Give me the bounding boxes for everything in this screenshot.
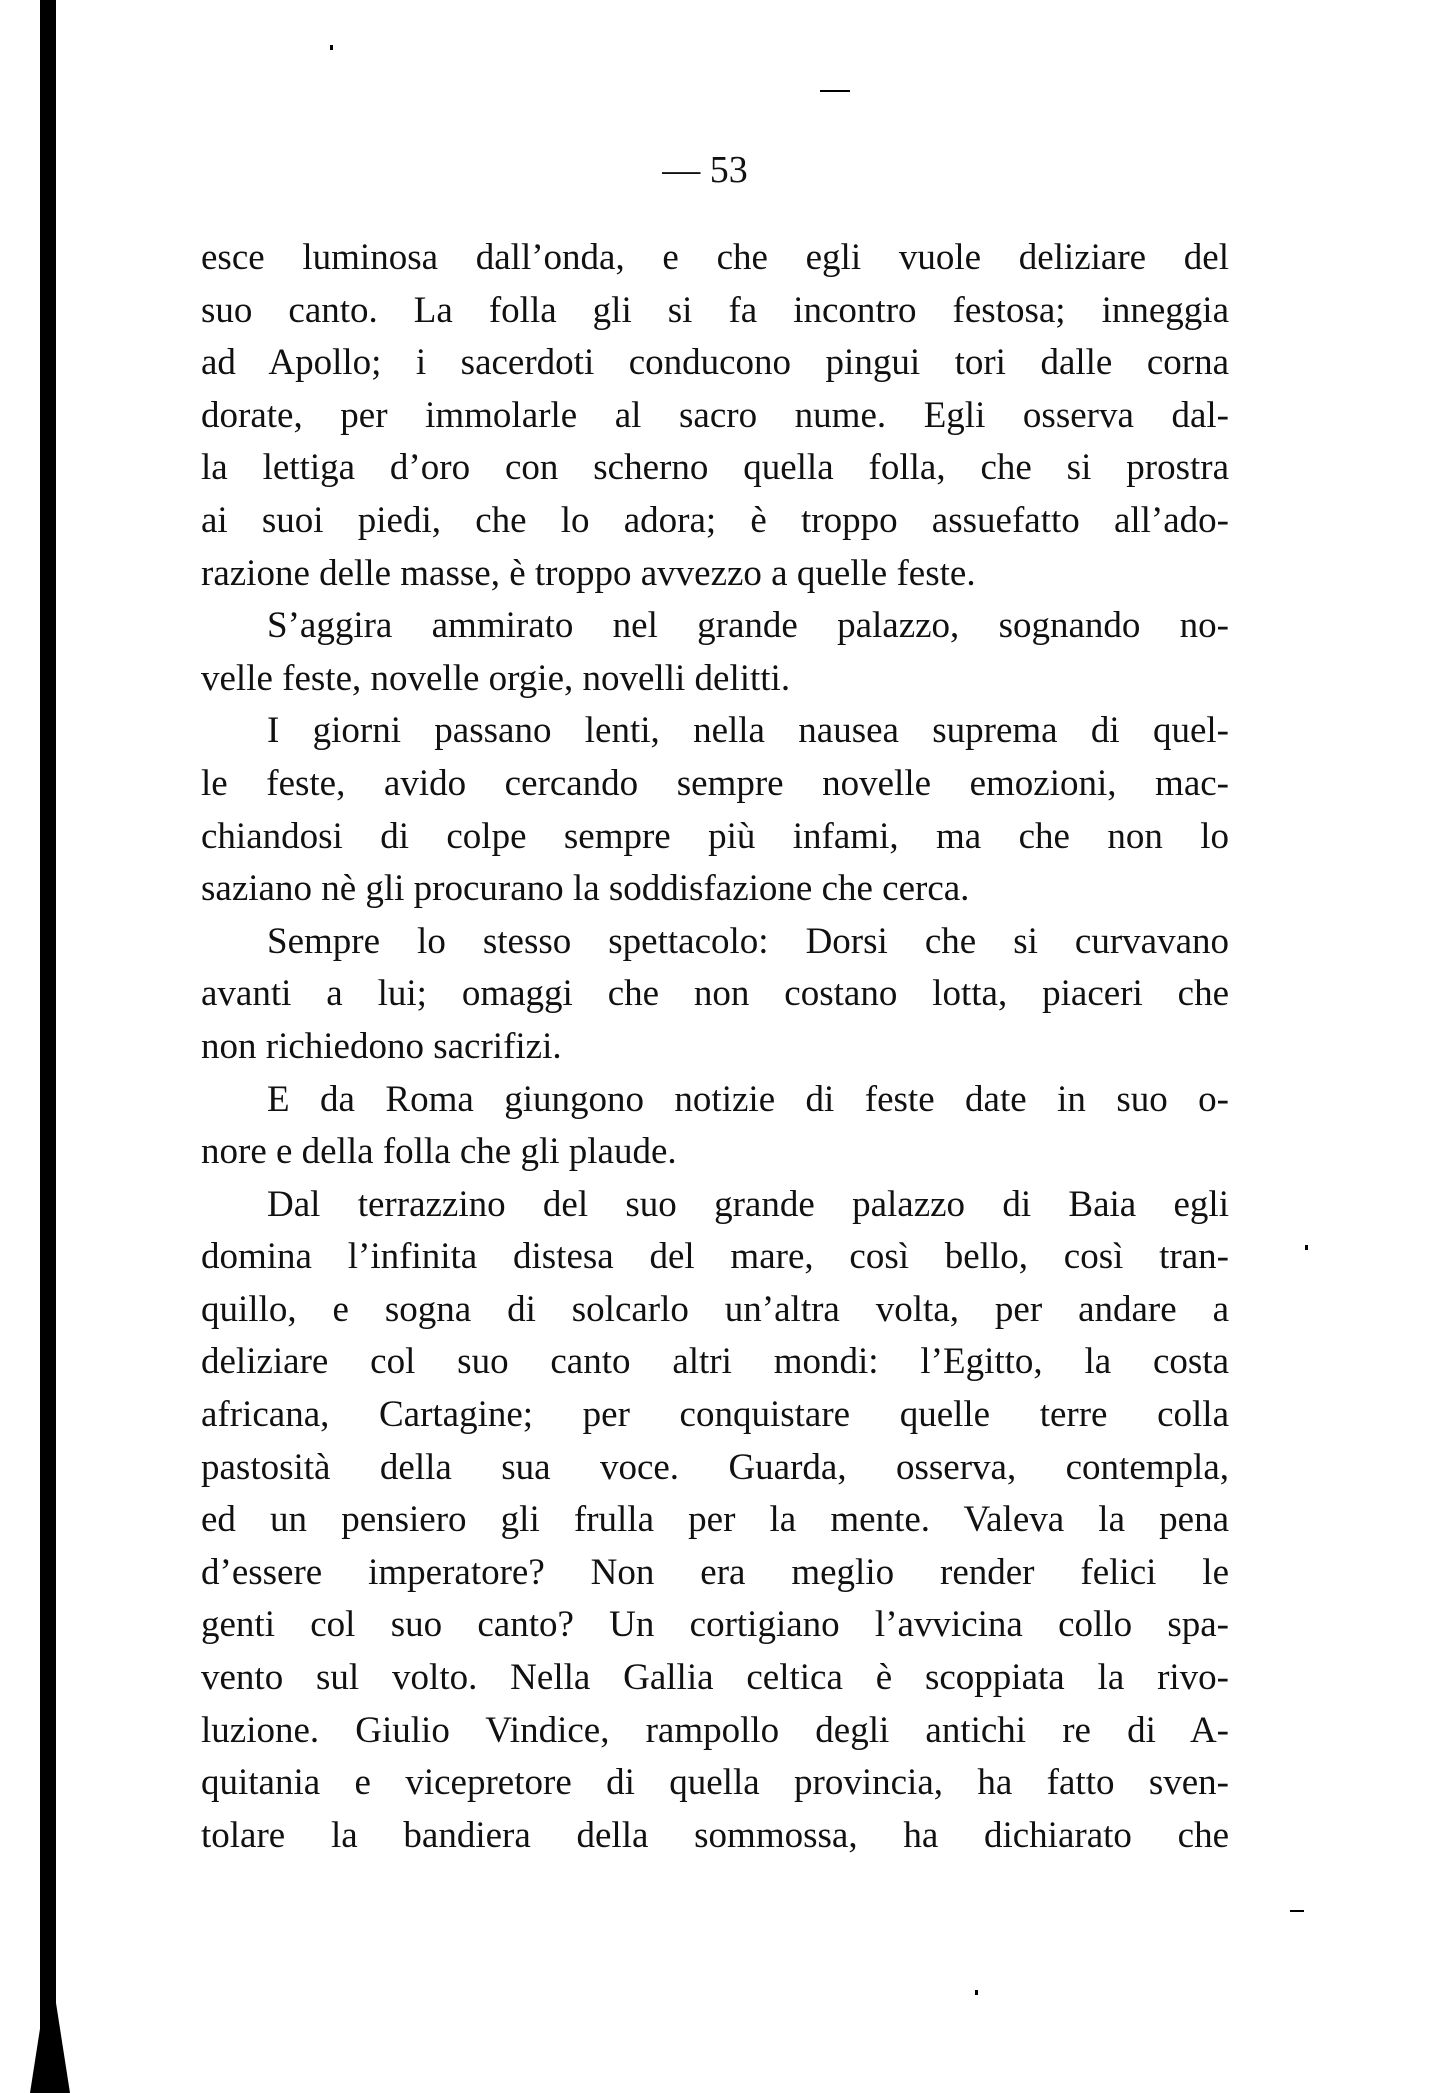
text-line: genti col suo canto? Un cortigiano l’avvicina collo spa- xyxy=(201,1604,1229,1646)
text-line: saziano nè gli procurano la soddisfazione che cerca. xyxy=(201,868,970,910)
text-line: la lettiga d’oro con scherno quella folla, che si prostra xyxy=(201,447,1229,489)
body-text xyxy=(201,232,1229,1862)
text-line: ai suoi piedi, che lo adora; è troppo assuefatto all’ado- xyxy=(201,499,1229,541)
text-line: africana, Cartagine; per conquistare quelle terre colla xyxy=(201,1394,1229,1436)
text-line: ed un pensiero gli frulla per la mente. Valeva la pena xyxy=(201,1499,1229,1541)
text-line: suo canto. La folla gli si fa incontro festosa; inneggia xyxy=(201,289,1229,331)
text-line: domina l’infinita distesa del mare, così bello, così tran- xyxy=(201,1236,1229,1278)
text-line: Sempre lo stesso spettacolo: Dorsi che si curvavano xyxy=(267,920,1229,962)
text-line: dorate, per immolarle al sacro nume. Egli osserva dal- xyxy=(201,394,1229,436)
text-line: quitania e vicepretore di quella provincia, ha fatto sven- xyxy=(201,1762,1229,1804)
text-line: pastosità della sua voce. Guarda, osserva, contempla, xyxy=(201,1446,1229,1488)
text-line: non richiedono sacrifizi. xyxy=(201,1025,562,1067)
text-line: d’essere imperatore? Non era meglio render felici le xyxy=(201,1551,1229,1593)
scan-speck xyxy=(820,90,850,92)
scan-speck xyxy=(330,45,333,50)
scan-speck xyxy=(1305,1245,1308,1250)
text-line: luzione. Giulio Vindice, rampollo degli antichi re di A- xyxy=(201,1709,1229,1751)
text-line: vento sul volto. Nella Gallia celtica è scoppiata la rivo- xyxy=(201,1657,1229,1699)
text-line: le feste, avido cercando sempre novelle emozioni, mac- xyxy=(201,762,1229,804)
text-line: S’aggira ammirato nel grande palazzo, sognando no- xyxy=(267,605,1229,647)
text-line: quillo, e sogna di solcarlo un’altra volta, per andare a xyxy=(201,1288,1229,1330)
text-line: nore e della folla che gli plaude. xyxy=(201,1131,677,1173)
text-line: chiandosi di colpe sempre più infami, ma che non lo xyxy=(201,815,1229,857)
text-line: E da Roma giungono notizie di feste date in suo o- xyxy=(267,1078,1229,1120)
scan-speck xyxy=(1290,1910,1304,1912)
text-line: tolare la bandiera della sommossa, ha dichiarato che xyxy=(201,1814,1229,1856)
text-line: Dal terrazzino del suo grande palazzo di Baia egli xyxy=(267,1183,1229,1225)
text-line: I giorni passano lenti, nella nausea suprema di quel- xyxy=(267,710,1229,752)
text-line: deliziare col suo canto altri mondi: l’Egitto, la costa xyxy=(201,1341,1229,1383)
text-line: esce luminosa dall’onda, e che egli vuole deliziare del xyxy=(201,237,1229,278)
book-binding-shadow xyxy=(30,1990,70,2093)
book-binding-edge xyxy=(40,0,56,2093)
text-line: ad Apollo; i sacerdoti conducono pingui tori dalle corna xyxy=(201,342,1229,384)
text-line: razione delle masse, è troppo avvezzo a quelle feste. xyxy=(201,552,976,594)
text-line: avanti a lui; omaggi che non costano lotta, piaceri che xyxy=(201,973,1229,1015)
text-line: velle feste, novelle orgie, novelli delitti. xyxy=(201,657,791,699)
scan-speck xyxy=(975,1990,978,1995)
page-number: — 53 xyxy=(662,149,748,191)
